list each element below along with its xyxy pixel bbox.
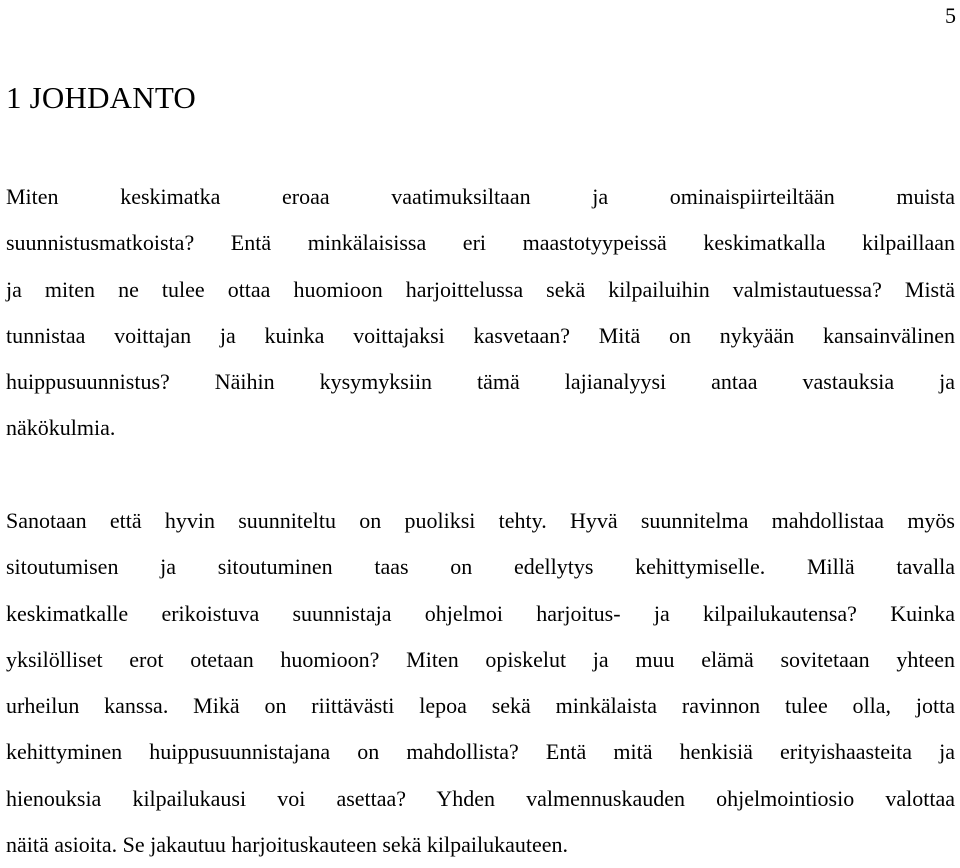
text-line: sitoutumisen ja sitoutuminen taas on edellytys kehittymiselle. Millä tavalla: [6, 554, 955, 580]
text-line: kehittyminen huippusuunnistajana on mahdollista? Entä mitä henkisiä erityishaasteita ja: [6, 739, 955, 765]
intro-paragraph-1: [6, 174, 955, 452]
text-line: näitä asioita. Se jakautuu harjoituskauteen sekä kilpailukauteen.: [6, 832, 569, 858]
text-line: huippusuunnistus? Näihin kysymyksiin tämä lajianalyysi antaa vastauksia ja: [6, 369, 955, 395]
text-line: tunnistaa voittajan ja kuinka voittajaksi kasvetaan? Mitä on nykyään kansainvälinen: [6, 322, 955, 348]
page-number: 5: [945, 3, 956, 28]
text-line: hienouksia kilpailukausi voi asettaa? Yhden valmennuskauden ohjelmointiosio valottaa: [6, 785, 955, 811]
text-line: urheilun kanssa. Mikä on riittävästi lepoa sekä minkälaista ravinnon tulee olla, jotta: [6, 693, 955, 719]
text-line: yksilölliset erot otetaan huomioon? Miten opiskelut ja muu elämä sovitetaan yhteen: [6, 646, 955, 672]
text-line: Miten keskimatka eroaa vaatimuksiltaan ja ominaispiirteiltään muista: [6, 184, 955, 209]
text-line: suunnistusmatkoista? Entä minkälaisissa eri maastotyypeissä keskimatkalla kilpaillaan: [6, 230, 955, 256]
intro-paragraph-2: [6, 498, 955, 868]
text-line: Sanotaan että hyvin suunniteltu on puoliksi tehty. Hyvä suunnitelma mahdollistaa myös: [6, 508, 955, 533]
chapter-heading: 1 JOHDANTO: [6, 80, 197, 115]
text-line: ja miten ne tulee ottaa huomioon harjoittelussa sekä kilpailuihin valmistautuessa? Mistä: [6, 276, 955, 302]
text-line: näkökulmia.: [6, 415, 116, 441]
text-line: keskimatkalle erikoistuva suunnistaja ohjelmoi harjoitus- ja kilpailukautensa? Kuinka: [6, 600, 955, 626]
